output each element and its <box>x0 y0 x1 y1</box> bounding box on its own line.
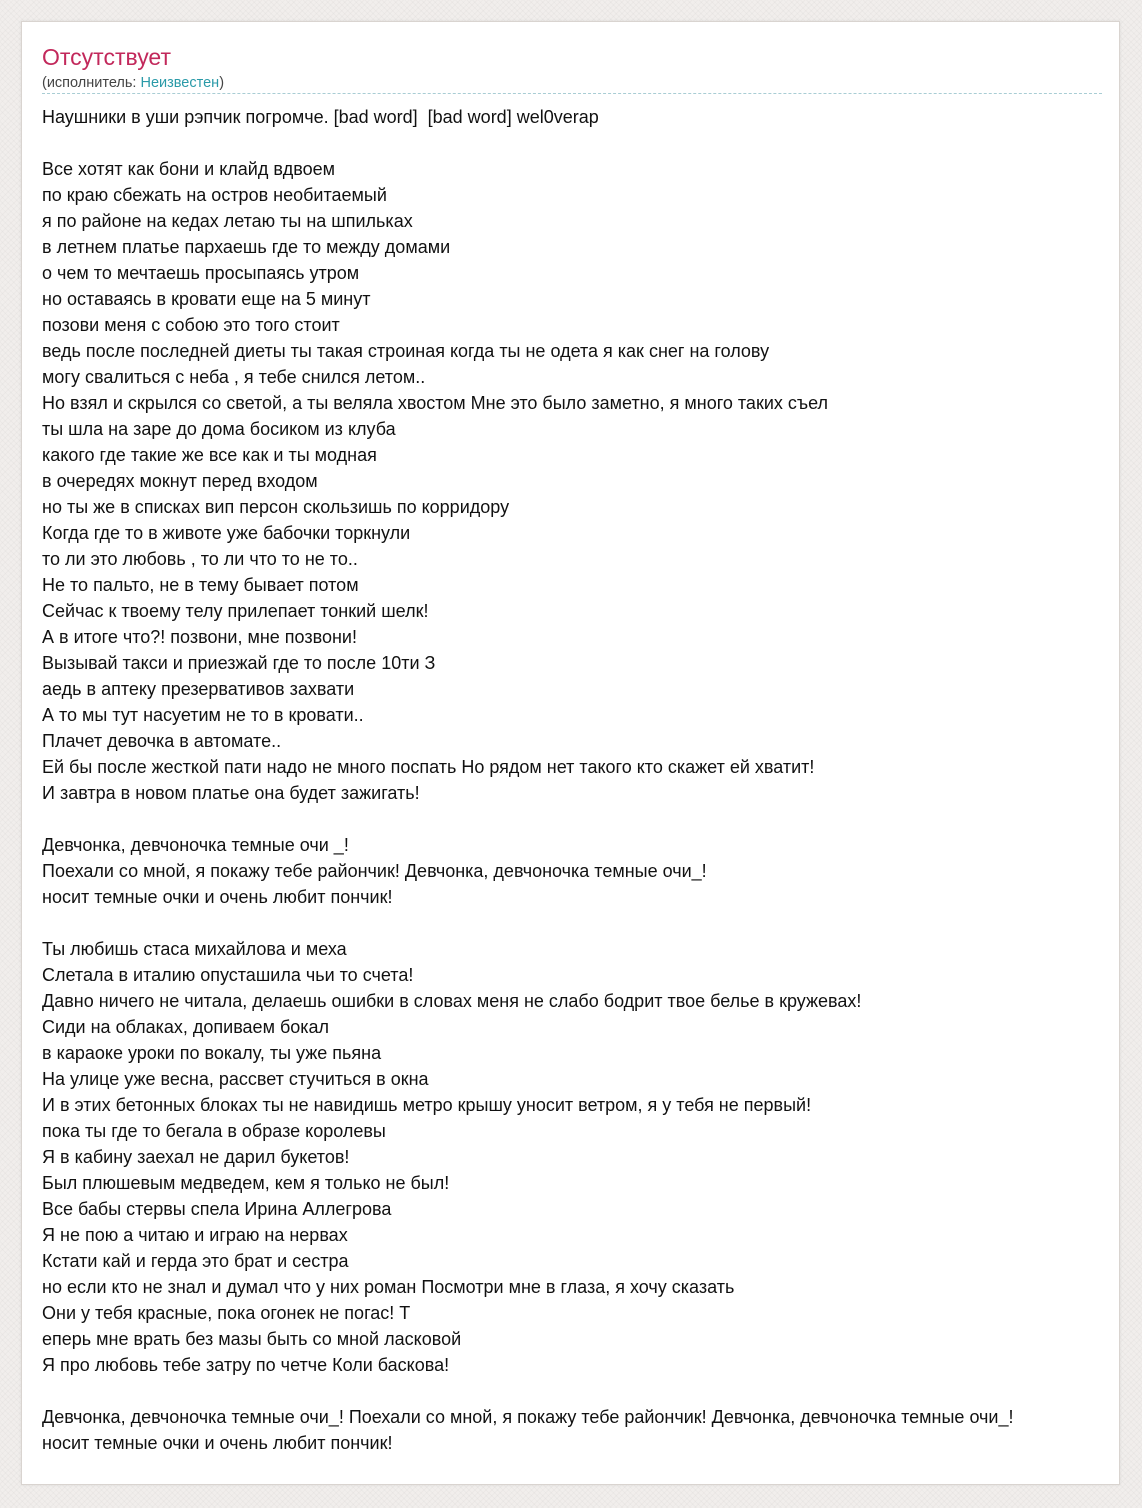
lyric-line: Все бабы стервы спела Ирина Аллегрова <box>42 1199 392 1219</box>
lyric-line: Ты любишь стаса михайлова и меха <box>42 939 347 959</box>
lyric-line: Когда где то в животе уже бабочки торкнули <box>42 523 411 543</box>
lyric-line: по краю сбежать на остров необитаемый <box>42 185 387 205</box>
lyric-line: Был плюшевым медведем, кем я только не был! <box>42 1173 450 1193</box>
lyric-line: носит темные очки и очень любит пончик! <box>42 887 393 907</box>
lyric-line: какого где такие же все как и ты модная <box>42 445 377 465</box>
lyric-line: но ты же в списках вип персон скользишь по корридору <box>42 497 510 517</box>
lyric-line: я по районе на кедах летаю ты на шпильках <box>42 211 413 231</box>
lyric-line: Вызывай такси и приезжай где то после 10ти З <box>42 653 436 673</box>
lyric-line: аедь в аптеку презервативов захвати <box>42 679 355 699</box>
lyric-line: Не то пальто, не в тему бывает потом <box>42 575 359 595</box>
lyric-line: ты шла на заре до дома босиком из клуба <box>42 419 396 439</box>
lyric-line: А то мы тут насуетим не то в кровати.. <box>42 705 364 725</box>
lyric-blank-line <box>42 806 1120 832</box>
lyric-line: Девчонка, девчоночка темные очи _! <box>42 835 349 855</box>
lyric-line: то ли это любовь , то ли что то не то.. <box>42 549 358 569</box>
lyric-line: И в этих бетонных блоках ты не навидишь метро крышу уносит ветром, я у тебя не первый! <box>42 1095 812 1115</box>
lyric-line: Сиди на облаках, допиваем бокал <box>42 1017 330 1037</box>
lyric-line: позови меня с собою это того стоит <box>42 315 340 335</box>
lyric-line: И завтра в новом платье она будет зажигать! <box>42 783 420 803</box>
lyric-line: о чем то мечтаешь просыпаясь утром <box>42 263 360 283</box>
lyric-line: но если кто не знал и думал что у них роман Посмотри мне в глаза, я хочу сказать <box>42 1277 735 1297</box>
lyric-line: Давно ничего не читала, делаешь ошибки в словах меня не слабо бодрит твое белье в кружевах! <box>42 991 862 1011</box>
lyric-line: Слетала в италию опусташила чьи то счета! <box>42 965 414 985</box>
lyric-line: в летнем платье пархаешь где то между домами <box>42 237 451 257</box>
lyric-line: А в итоге что?! позвони, мне позвони! <box>42 627 357 647</box>
artist-line <box>42 73 224 93</box>
lyrics-text <box>42 104 1120 1456</box>
lyric-line: в очередях мокнут перед входом <box>42 471 318 491</box>
lyric-line: Но взял и скрылся со светой, а ты веляла хвостом Мне это было заметно, я много таких съел <box>42 393 829 413</box>
lyric-line: пока ты где то бегала в образе королевы <box>42 1121 386 1141</box>
song-title: Отсутствует <box>42 44 171 70</box>
artist-link[interactable]: Неизвестен <box>140 75 220 91</box>
artist-suffix: ) <box>219 75 225 91</box>
lyric-line: Я не пою а читаю и играю на нервах <box>42 1225 348 1245</box>
lyric-line: Поехали со мной, я покажу тебе райончик! Девчонка, девчоночка темные очи_! <box>42 861 707 881</box>
lyric-line: могу свалиться с неба , я тебе снился летом.. <box>42 367 426 387</box>
artist-prefix: (исполнитель: <box>42 75 141 91</box>
lyric-line: в караоке уроки по вокалу, ты уже пьяна <box>42 1043 382 1063</box>
lyrics-card <box>21 21 1120 1485</box>
lyric-line: ведь после последней диеты ты такая строиная когда ты не одета я как снег на голову <box>42 341 770 361</box>
lyric-line: носит темные очки и очень любит пончик! <box>42 1433 393 1453</box>
lyric-line: Я в кабину заехал не дарил букетов! <box>42 1147 350 1167</box>
lyric-line: Девчонка, девчоночка темные очи_! Поехали со мной, я покажу тебе райончик! Девчонка, девчоночка темные очи_! <box>42 1407 1014 1427</box>
lyric-line: Я про любовь тебе затру по четче Коли баскова! <box>42 1355 450 1375</box>
lyric-line: но оставаясь в кровати еще на 5 минут <box>42 289 371 309</box>
lyric-line: Сейчас к твоему телу прилепает тонкий шелк! <box>42 601 429 621</box>
lyric-line: На улице уже весна, рассвет стучиться в окна <box>42 1069 429 1089</box>
lyric-blank-line <box>42 910 1120 936</box>
lyric-line: Они у тебя красные, пока огонек не погас! Т <box>42 1303 411 1323</box>
lyric-line: Наушники в уши рэпчик погромче. [bad word] [bad word] wel0verap <box>42 107 599 127</box>
lyric-line: Ей бы после жесткой пати надо не много поспать Но рядом нет такого кто скажет ей хватит! <box>42 757 815 777</box>
lyric-line: Кстати кай и герда это брат и сестра <box>42 1251 349 1271</box>
lyric-blank-line <box>42 130 1120 156</box>
lyric-line: Плачет девочка в автомате.. <box>42 731 282 751</box>
lyric-blank-line <box>42 1378 1120 1404</box>
lyric-line: еперь мне врать без мазы быть со мной ласковой <box>42 1329 462 1349</box>
title-divider <box>42 93 1102 94</box>
lyric-line: Все хотят как бони и клайд вдвоем <box>42 159 335 179</box>
